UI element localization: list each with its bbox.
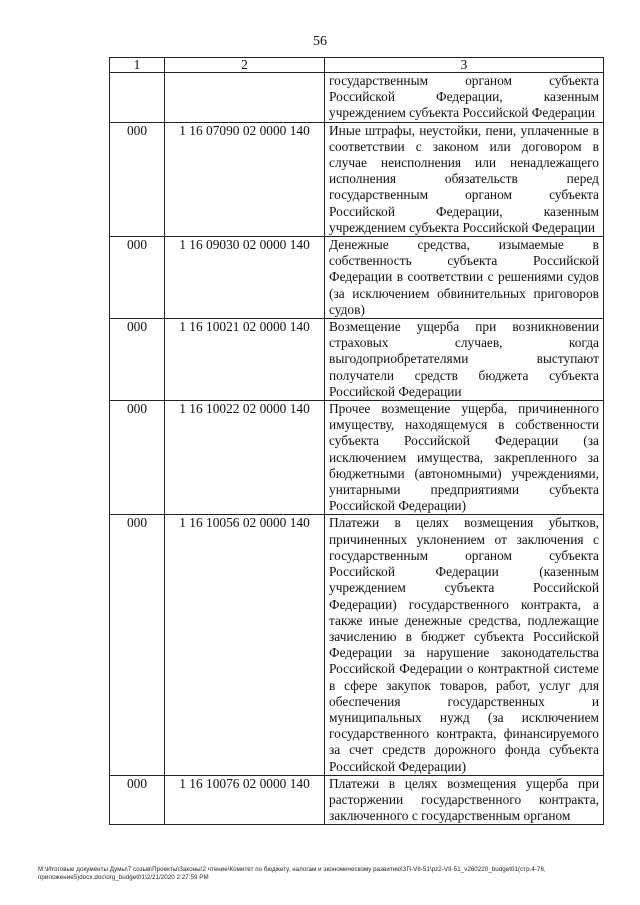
- column-header: 3: [325, 58, 604, 73]
- table-row: [110, 237, 604, 319]
- table-row: [110, 319, 604, 401]
- table-header-row: [110, 58, 604, 73]
- description-cell: Прочее возмещение ущерба, причиненного имуществу, находящемуся в собственности субъекта Российской Федерации (за исключением имущества, закрепленного за бюджетными (автономными) учреждениями, унитарными предприятиями субъекта Российской Федерации): [325, 401, 604, 515]
- budget-codes-table: [109, 57, 604, 825]
- description-cell: Денежные средства, изымаемые в собственность субъекта Российской Федерации в соответствии с решениями судов (за исключением обвинительных приговоров судов): [325, 237, 604, 319]
- table-row: [110, 73, 604, 123]
- budget-code-cell: 1 16 07090 02 0000 140: [165, 122, 325, 236]
- admin-code-cell: 000: [110, 237, 165, 319]
- description-cell: Платежи в целях возмещения убытков, причиненных уклонением от заключения с государственным органом субъекта Российской Федерации (казенным учреждением субъекта Российской Федерации) государственного контракта, а также иные денежные средства, подлежащие зачислению в бюджет субъекта Российской Федерации за нарушение законодательства Российской Федерации о контрактной системе в сфере закупок товаров, работ, услуг для обеспечения государственных и муниципальных нужд (за исключением государственного контракта, финансируемого за счет средств дорожного фонда субъекта Российской Федерации): [325, 515, 604, 775]
- description-cell: государственным органом субъекта Российской Федерации, казенным учреждением субъекта Российской Федерации: [325, 73, 604, 123]
- budget-code-cell: 1 16 10021 02 0000 140: [165, 319, 325, 401]
- column-header: 1: [110, 58, 165, 73]
- page-number: 56: [313, 34, 327, 49]
- table-row: [110, 122, 604, 236]
- admin-code-cell: [110, 73, 165, 123]
- table-row: [110, 515, 604, 775]
- admin-code-cell: 000: [110, 515, 165, 775]
- budget-code-cell: 1 16 10076 02 0000 140: [165, 775, 325, 825]
- admin-code-cell: 000: [110, 319, 165, 401]
- description-cell: Платежи в целях возмещения ущерба при расторжении государственного контракта, заключенного с государственным органом: [325, 775, 604, 825]
- budget-code-cell: 1 16 10022 02 0000 140: [165, 401, 325, 515]
- column-header: 2: [165, 58, 325, 73]
- budget-code-cell: 1 16 09030 02 0000 140: [165, 237, 325, 319]
- file-path-footer: M:\Итоговые документы Думы\7 созыв\Проекты\Законы\2 чтение\Комитет по бюджету, налогам и экономическому развитию\ЗП-VII-51\pz2-VII-51_v260220_budget01(стр.4-76, приложение5)docx.doc\org_budget01\2/21/2020 2:27:59 PM: [38, 866, 546, 881]
- admin-code-cell: 000: [110, 401, 165, 515]
- budget-code-cell: 1 16 10056 02 0000 140: [165, 515, 325, 775]
- description-cell: Возмещение ущерба при возникновении страховых случаев, когда выгодоприобретателями выступают получатели средств бюджета субъекта Российской Федерации: [325, 319, 604, 401]
- admin-code-cell: 000: [110, 122, 165, 236]
- budget-code-cell: [165, 73, 325, 123]
- table-row: [110, 401, 604, 515]
- admin-code-cell: 000: [110, 775, 165, 825]
- description-cell: Иные штрафы, неустойки, пени, уплаченные в соответствии с законом или договором в случае неисполнения или ненадлежащего исполнения обязательств перед государственным органом субъекта Российской Федерации, казенным учреждением субъекта Российской Федерации: [325, 122, 604, 236]
- table-row: [110, 775, 604, 825]
